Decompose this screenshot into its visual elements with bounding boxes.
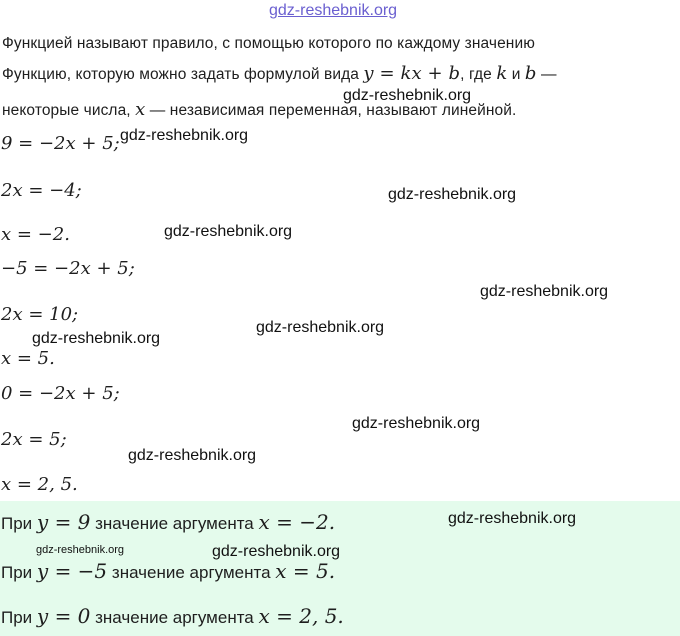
theory-line-2 — [2, 63, 557, 84]
solution-step-6: x = 5. — [1, 348, 55, 369]
answer-1-prefix: При — [1, 514, 37, 533]
solution-step-2: 2x = −4; — [1, 180, 82, 201]
answer-2-mid: значение аргумента — [107, 563, 276, 582]
answer-line-3 — [1, 604, 344, 628]
answer-2-prefix: При — [1, 563, 37, 582]
answer-line-1 — [1, 510, 335, 534]
answer-3-prefix: При — [1, 608, 37, 627]
solution-step-3: x = −2. — [1, 224, 70, 245]
watermark: gdz-reshebnik.org — [164, 223, 293, 240]
var-k: k — [496, 63, 508, 84]
answer-1-mid: значение аргумента — [90, 514, 259, 533]
answer-3-result: x = 2, 5. — [258, 604, 344, 628]
solution-step-4: −5 = −2x + 5; — [1, 258, 135, 279]
watermark: gdz-reshebnik.org — [32, 330, 161, 347]
watermark: gdz-reshebnik.org — [256, 319, 385, 336]
solution-step-1: 9 = −2x + 5; — [1, 133, 120, 154]
theory-line-1: Функцией называют правило, с помощью которого по каждому значению — [2, 35, 535, 52]
theory-line-2-text-b: , где — [460, 66, 497, 83]
watermark: gdz-reshebnik.org — [120, 127, 249, 144]
watermark: gdz-reshebnik.org — [36, 544, 125, 556]
site-header-link[interactable]: gdz-reshebnik.org — [269, 2, 398, 19]
theory-line-3-text-b: — независимая переменная, называют линейной. — [145, 102, 517, 119]
watermark: gdz-reshebnik.org — [128, 447, 257, 464]
var-b: b — [524, 63, 537, 84]
answer-2-result: x = 5. — [275, 559, 336, 583]
watermark: gdz-reshebnik.org — [388, 186, 517, 203]
solution-step-5: 2x = 10; — [1, 304, 79, 325]
watermark: gdz-reshebnik.org — [448, 510, 577, 527]
solution-step-7: 0 = −2x + 5; — [1, 383, 120, 404]
answer-2-condition: y = −5 — [36, 559, 108, 583]
watermark: gdz-reshebnik.org — [343, 87, 472, 104]
watermark: gdz-reshebnik.org — [480, 283, 609, 300]
theory-line-3-text-a: некоторые числа, — [2, 102, 136, 119]
theory-line-2-text-d: — — [536, 66, 557, 83]
solution-step-8: 2x = 5; — [1, 429, 67, 450]
var-x: x — [135, 99, 146, 120]
theory-line-2-text-a: Функцию, которую можно задать формулой вида — [2, 66, 364, 83]
answer-1-result: x = −2. — [258, 510, 336, 534]
theory-line-2-text-c: и — [507, 66, 525, 83]
formula-linear: y = kx + b — [363, 63, 461, 84]
answer-3-condition: y = 0 — [36, 604, 91, 628]
watermark: gdz-reshebnik.org — [352, 415, 481, 432]
watermark: gdz-reshebnik.org — [212, 543, 341, 560]
answer-line-2 — [1, 559, 335, 583]
solution-step-9: x = 2, 5. — [1, 474, 78, 495]
answer-3-mid: значение аргумента — [90, 608, 259, 627]
answer-1-condition: y = 9 — [36, 510, 91, 534]
